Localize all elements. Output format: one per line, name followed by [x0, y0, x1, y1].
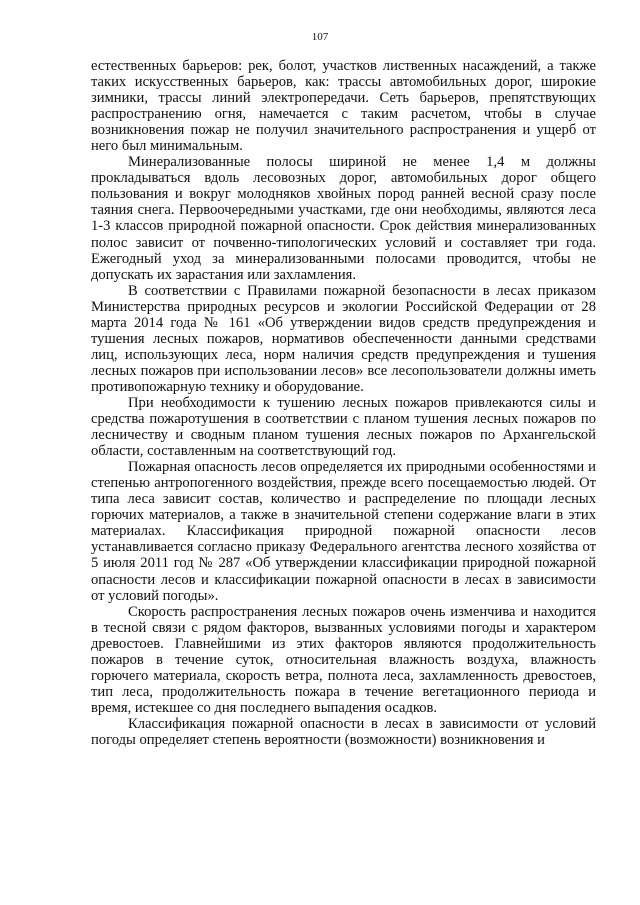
- paragraph-fire-safety-rules: В соответствии с Правилами пожарной безопасности в лесах приказом Министерства природных ресурсов и экологии Российской Федерации от 28 марта 2014 года № 161 «Об утверждении видов средств предупреждения и тушения лесных пожаров, нормативов обеспеченности данными средствами лиц, использующих леса, норм наличия средств предупреждения и тушения лесных пожаров при использовании лесов» все лесопользователи должны иметь противопожарную технику и оборудование.: [91, 282, 596, 395]
- paragraph-fire-danger: Пожарная опасность лесов определяется их природными особенностями и степенью антропогенного воздействия, прежде всего посещаемостью людей. От типа леса зависит состав, количество и распределение по площади лесных горючих материалов, а также в значительной степени содержание влаги в этих материалах. Классификация природной пожарной опасности лесов устанавливается согласно приказу Федерального агентства лесного хозяйства от 5 июля 2011 год № 287 «Об утверждении классификации природной пожарной опасности лесов и классификации пожарной опасности в лесах в зависимости от условий погоды».: [91, 459, 596, 604]
- page-number: 107: [311, 31, 329, 43]
- document-body: [91, 58, 596, 748]
- paragraph-barriers: естественных барьеров: рек, болот, участков лиственных насаждений, а также таких искусственных барьеров, как: трассы автомобильных дорог, широкие зимники, трассы линий электропередачи. Сеть барьеров, препятствующих распространению огня, намечается с таким расчетом, чтобы в случае возникновения пожар не получил значительного распространения и ущерб от него был минимальным.: [91, 58, 596, 155]
- paragraph-firefighting-forces: При необходимости к тушению лесных пожаров привлекаются силы и средства пожаротушения в соответствии с планом тушения лесных пожаров по лесничеству и сводным планом тушения лесных пожаров по Архангельской области, составленным на соответствующий год.: [91, 394, 596, 460]
- paragraph-spread-speed: Скорость распространения лесных пожаров очень изменчива и находится в тесной связи с рядом факторов, вызванных условиями погоды и характером древостоев. Главнейшими из этих факторов являются продолжительность пожаров в течение суток, относительная влажность воздуха, влажность горючего материала, скорость ветра, полнота леса, захламленность древостоев, тип леса, продолжительность пожара в течение вегетационного периода и время, истекшее со дня последнего выпадения осадков.: [91, 603, 596, 716]
- paragraph-mineralized-strips: Минерализованные полосы шириной не менее 1,4 м должны прокладываться вдоль лесовозных дорог, автомобильных дорог общего пользования и вокруг молодняков хвойных пород ранней весной сразу после таяния снега. Первоочередными участками, где они необходимы, являются леса 1-3 классов природной пожарной опасности. Срок действия минерализованных полос зависит от почвенно-типологических условий и составляет три года. Ежегодный уход за минерализованными полосами проводится, чтобы не допускать их зарастания или захламления.: [91, 154, 596, 283]
- paragraph-weather-classification: Классификация пожарной опасности в лесах в зависимости от условий погоды определяет степень вероятности (возможности) возникновения и: [91, 715, 596, 748]
